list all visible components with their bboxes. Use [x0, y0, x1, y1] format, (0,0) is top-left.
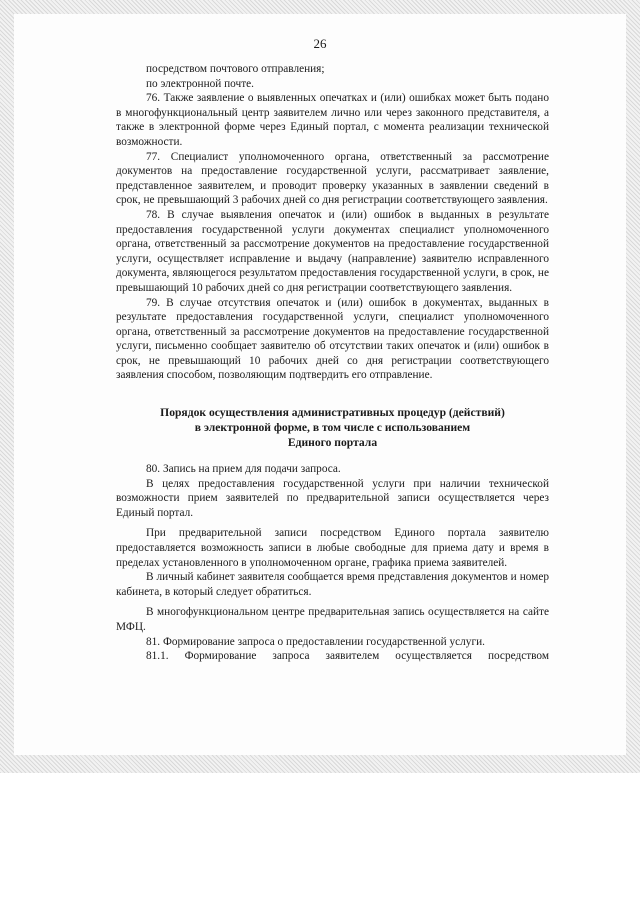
paragraph-text: В целях предоставления государственной услуги при наличии технической возможности прием заявителей по предварительной записи осуществляется через Единый портал. — [116, 477, 549, 519]
section-heading — [116, 405, 549, 450]
paragraph-text: В личный кабинет заявителя сообщается время представления документов и номер кабинета, в который следует обратиться. — [116, 571, 549, 598]
heading-line: Единого портала — [287, 436, 378, 450]
paragraph-81-1: 81.1. Формирование запроса заявителем осуществляется посредством — [146, 650, 549, 663]
document-body — [116, 62, 549, 664]
paragraph-text: При предварительной записи посредством Единого портала заявителю предоставляется возможность записи в любые свободные для приема дату и время в пределах установленного в уполномоченном органе, графика приема заявителей. — [116, 527, 549, 569]
paragraph-81: 81. Формирование запроса о предоставлении государственной услуги. — [146, 635, 485, 648]
paragraph-76: 76. Также заявление о выявленных опечатках и (или) ошибках может быть подано в многофункциональный центр заявителем лично или через законного представителя, а также в электронной форме через Единый портал, с момента реализации технической возможности. — [116, 92, 549, 148]
text-line: посредством почтового отправления; — [146, 63, 325, 75]
paragraph-78: 78. В случае выявления опечаток и (или) ошибок в выданных в результате предоставления государственной услуги документах специалист уполномоченного органа, ответственный за рассмотрение документов на предоставление государственной услуги, осуществляет исправление и выдачу (направление) заявителю исправленного документа, являющегося результатом предоставления государственной услуги, в срок, не превышающий 10 рабочих дней со дня регистрации соответствующего заявления. — [116, 208, 549, 294]
text-line: по электронной почте. — [146, 77, 254, 90]
paragraph-77: 77. Специалист уполномоченного органа, ответственный за рассмотрение документов на предоставление государственной услуги, рассматривает заявление, представленное заявителем, и проводит проверку указанных в заявлении сведений в срок, не превышающий 3 рабочих дней со дня регистрации соответствующего заявления. — [116, 150, 549, 207]
paragraph-text: В многофункциональном центре предварительная запись осуществляется на сайте МФЦ. — [116, 606, 549, 633]
heading-line: в электронной форме, в том числе с использованием — [194, 421, 471, 435]
paragraph-79: 79. В случае отсутствия опечаток и (или) ошибок в документах, выданных в результате предоставления государственной услуги, специалист уполномоченного органа, ответственный за рассмотрение документов на предоставление государственной услуги, письменно сообщает заявителю об отсутствии таких опечаток и (или) ошибок в срок, не превышающий 10 рабочих дней со дня регистрации соответствующего заявления способом, позволяющим подтвердить его отправление. — [116, 296, 549, 382]
heading-line: Порядок осуществления административных процедур (действий) — [160, 406, 505, 420]
paragraph-80: 80. Запись на прием для подачи запроса. — [146, 463, 341, 476]
page-number: 26 — [313, 36, 327, 51]
